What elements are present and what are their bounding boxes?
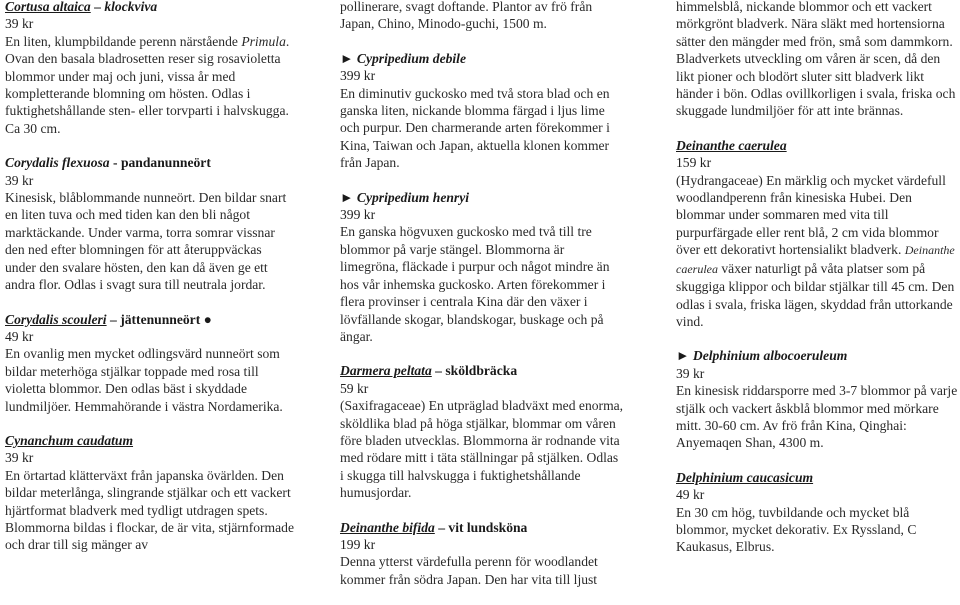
title-separator: –	[434, 519, 449, 535]
plant-price: 399 kr	[340, 207, 376, 223]
plant-title	[676, 469, 960, 486]
plant-title	[5, 154, 295, 171]
plant-title	[676, 347, 960, 364]
catalog-column-1	[5, 0, 295, 571]
plant-title	[340, 362, 625, 379]
plant-title	[676, 137, 960, 154]
plant-description: En ganska högvuxen guckosko med två till tre blommor på varje stängel. Blommorna är limegröna, fläckade i purpur och något mindre än hos vår inhemska guckosko. Arten förekommer i flera provinser i centrala Kina där den växer i lövfällande skogar, blandskogar, buskage och på ängar.	[340, 224, 610, 344]
plant-description: En kinesisk riddarsporre med 3-7 blommor på varje stjälk och vackert åskblå blommor med mörkare mitt. 30-60 cm. Av frö från Kina, Qinghai: Anyemaqen Shan, 4300 m.	[676, 383, 958, 451]
plant-latin-name: Cynanchum caudatum	[5, 432, 134, 448]
plant-title	[340, 50, 625, 67]
plant-latin-name: Cypripedium henryi	[356, 189, 470, 205]
desc-italic-text: Deinanthe caerulea	[676, 243, 955, 276]
plant-swedish-name: pandanunneört	[120, 155, 211, 171]
continued-description	[676, 0, 960, 120]
title-separator: –	[431, 363, 446, 379]
featured-arrow-icon: ►	[340, 189, 354, 205]
plant-latin-name: Corydalis scouleri	[5, 311, 107, 327]
plant-price: 49 kr	[676, 487, 705, 503]
plant-latin-name: Delphinium albocoeruleum	[692, 348, 848, 364]
plant-entry-deinanthe-bifida	[340, 519, 625, 589]
continued-description	[340, 0, 625, 33]
plant-entry-delphinium-caucasicum	[676, 469, 960, 556]
plant-price: 399 kr	[340, 68, 376, 84]
title-separator: –	[106, 311, 121, 327]
desc-text: . Ovan den basala bladrosetten reser sig rosavioletta blommor under maj och juni, vissa år med kompletterande blomning om hösten. Odlas i fuktighetshållande sten- eller torvparti i halvskugga. Ca 30 cm.	[5, 33, 290, 136]
plant-entry-cynanchum-caudatum	[5, 432, 295, 554]
plant-price: 39 kr	[5, 172, 34, 188]
plant-latin-name: Corydalis flexuosa	[5, 155, 110, 171]
plant-latin-name: Deinanthe caerulea	[676, 137, 787, 153]
plant-entry-cypripedium-henryi	[340, 189, 625, 346]
catalog-column-3	[676, 0, 960, 573]
plant-latin-name: Delphinium caucasicum	[676, 469, 814, 485]
plant-description	[676, 172, 960, 331]
bullet-marker-icon: ●	[203, 311, 212, 327]
featured-arrow-icon: ►	[340, 50, 354, 66]
plant-description: Kinesisk, blåblommande nunneört. Den bildar snart en liten tuva och med tiden kan den bli något marktäckande. Under varma, torra somrar vissnar den ned efter blomningen för att återuppväckas under den svalare hösten, den kan då även ge ett andra flor. Odlas i svagt sura till neutrala jordar.	[5, 190, 287, 293]
plant-description: himmelsblå, nickande blommor och ett vackert mörkgrönt bladverk. Nära släkt med hortensiorna sätter den mängder med frön, små som dammkorn. Bladverkets utveckling om våren är scen, då den likt pioner och blodört sluter sitt bladverk likt händer i bön. Odlas ovillkorligen i svala, friska och skuggade lundmiljöer för att inte brännas.	[676, 0, 956, 119]
plant-entry-cortusa-altaica	[5, 0, 295, 137]
plant-price: 39 kr	[5, 16, 34, 32]
title-separator: –	[90, 0, 105, 14]
featured-arrow-icon: ►	[676, 348, 690, 364]
plant-swedish-name: vit lundsköna	[448, 519, 528, 535]
plant-price: 49 kr	[5, 328, 34, 344]
plant-swedish-name: jättenunneört	[120, 311, 201, 327]
catalog-column-2	[340, 0, 625, 605]
plant-description: En 30 cm hög, tuvbildande och mycket blå blommor, mycket dekorativ. Ex Ryssland, C Kaukasus, Elbrus.	[676, 504, 917, 555]
plant-price: 159 kr	[676, 155, 712, 171]
desc-text: växer naturligt på våta platser som på skuggiga klippor och bildar stjälkar till 45 cm. Den odlas i svala, friska lägen, skyddad från uttorkande vind.	[676, 260, 955, 329]
desc-italic-text: Primula	[241, 33, 286, 49]
plant-description: En diminutiv guckosko med två stora blad och en ganska liten, nickande blomma färgad i ljus lime och purpur. Den charmerande arten förekommer i Kina, Taiwan och Japan, aktuella klonen kommer från Japan.	[340, 85, 610, 171]
plant-latin-name: Cypripedium debile	[356, 50, 466, 66]
plant-swedish-name: sköldbräcka	[445, 363, 518, 379]
title-separator: -	[109, 155, 121, 171]
plant-title	[5, 432, 295, 449]
plant-description: En örtartad klätterväxt från japanska övärlden. Den bildar meterlånga, slingrande stjälkar och ett vackert hjärtformat bladverk med tydligt utdragen spets. Blommorna bildas i flockar, de är vita, stjärnformade och drar till sig mänger av	[5, 467, 294, 553]
plant-entry-cypripedium-debile	[340, 50, 625, 172]
plant-swedish-name: klockviva	[104, 0, 158, 14]
plant-latin-name: Darmera peltata	[340, 363, 432, 379]
plant-entry-deinanthe-caerulea	[676, 137, 960, 330]
plant-title	[340, 189, 625, 206]
plant-entry-darmera-peltata	[340, 362, 625, 501]
plant-latin-name: Deinanthe bifida	[340, 519, 435, 535]
plant-price: 59 kr	[340, 380, 369, 396]
plant-description: pollinerare, svagt doftande. Plantor av frö från Japan, Chino, Minodo-guchi, 1500 m.	[340, 0, 593, 32]
plant-entry-corydalis-flexuosa	[5, 154, 295, 293]
plant-description: Denna ytterst värdefulla perenn för woodlandet kommer från södra Japan. Den har vita till ljust	[340, 554, 598, 587]
plant-price: 199 kr	[340, 536, 376, 552]
plant-title	[340, 519, 625, 536]
plant-description: (Saxifragaceae) En utpräglad bladväxt med enorma, sköldlika blad på höga stjälkar, blommar om våren före bladen utvecklas. Blommorna är rodnande vita med rödare mitt i täta ställningar på stjälken. Odlas i skugga till halvskugga i fuktighetshållande humusjordar.	[340, 398, 624, 501]
plant-title	[5, 311, 295, 328]
plant-entry-corydalis-scouleri	[5, 311, 295, 415]
plant-description	[5, 33, 295, 137]
desc-text: (Hydrangaceae) En märklig och mycket värdefull woodlandperenn från kinesiska Hubei. Den blommar under sommaren med vita till purpurfärgade eller rent blå, 2 cm vida blommor över ett dekorativt hortensialikt bladverk.	[676, 172, 946, 258]
plant-price: 39 kr	[676, 365, 705, 381]
plant-title	[5, 0, 295, 15]
plant-description: En ovanlig men mycket odlingsvärd nunneört som bildar meterhöga stjälkar toppade med rosa till violetta blommor. Den odlas bäst i skyddade lundmiljöer. Hemmahörande i västra Nordamerika.	[5, 346, 283, 414]
plant-latin-name: Cortusa altaica	[5, 0, 91, 14]
plant-entry-delphinium-albocoeruleum	[676, 347, 960, 451]
desc-text: En liten, klumpbildande perenn närstående	[5, 33, 242, 49]
plant-price: 39 kr	[5, 450, 34, 466]
